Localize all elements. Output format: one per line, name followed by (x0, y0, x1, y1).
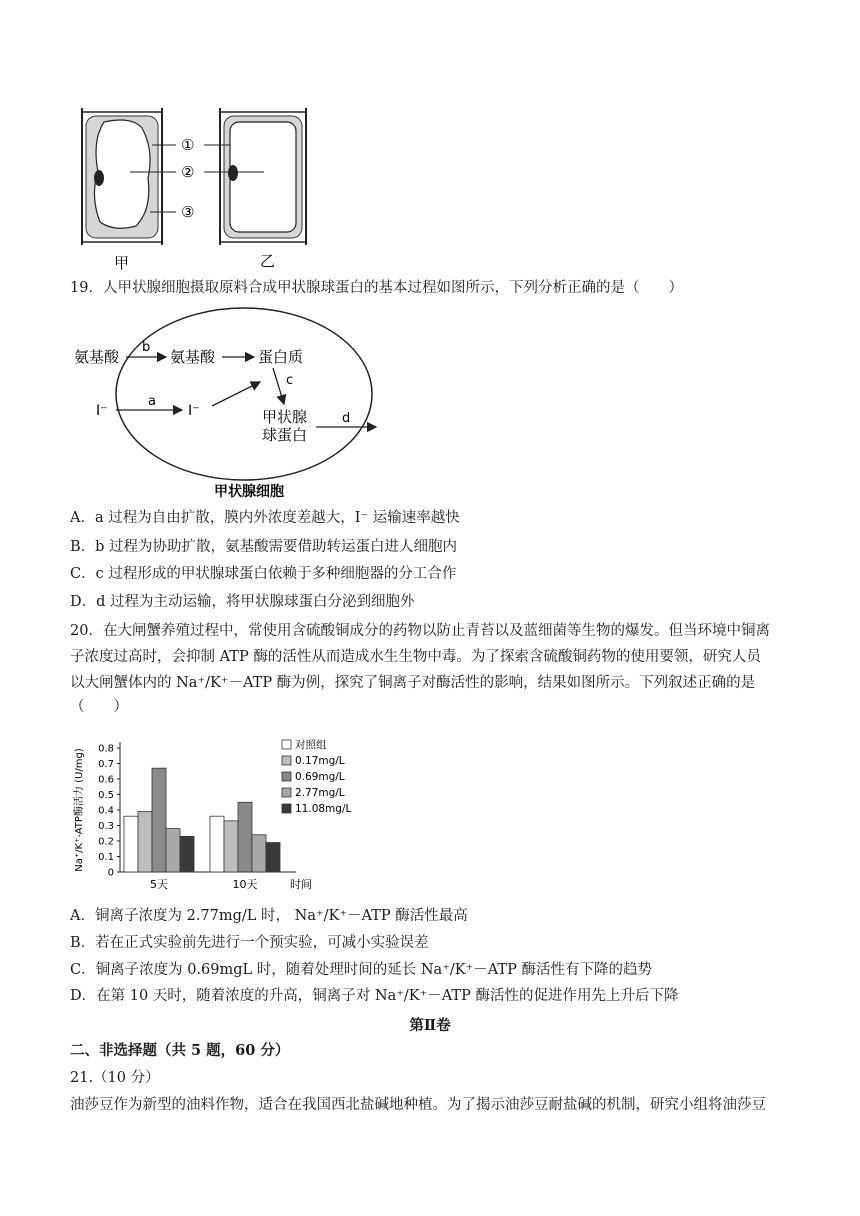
nucleus (228, 165, 238, 181)
question-20-stem-line1: 20．在大闸蟹养殖过程中，常使用含硫酸铜成分的药物以防止青苔以及蓝细菌等生物的爆发。但当环境中铜离 (70, 623, 770, 639)
diagram-caption: 甲状腺细胞 (214, 484, 284, 500)
thyroid-cell-diagram (70, 302, 390, 502)
question-20-option-c: C．铜离子浓度为 0.69mgL 时，随着处理时间的延长 Na⁺/K⁺－ATP 酶活性有下降的趋势 (70, 962, 652, 978)
question-20-stem-line2: 子浓度过高时，会抑制 ATP 酶的活性从而造成水生生物中毒。为了探索含硫酸铜药物的使用要领，研究人员 (70, 649, 761, 665)
label-c: c (286, 373, 294, 388)
question-19-option-a: A．a 过程为自由扩散，膜内外浓度差越大，I⁻ 运输速率越快 (70, 510, 460, 526)
y-tick-label: 0.5 (98, 790, 114, 801)
y-tick-label: 0 (107, 867, 114, 879)
label-3: ③ (181, 203, 195, 221)
legend-swatch (282, 788, 291, 797)
legend-entry: 对照组 (295, 739, 327, 751)
amino-acid-inside: 氨基酸 (170, 348, 216, 366)
y-tick-label: 0.7 (98, 759, 114, 770)
legend-swatch (282, 772, 291, 781)
y-axis-label: Na⁺/K⁺-ATP酶活力 (U/mg) (74, 748, 85, 872)
cell-yi (220, 108, 306, 245)
question-20-option-b: B．若在正式实验前先进行一个预实验，可减小实验误差 (70, 935, 429, 951)
question-19-stem: 19．人甲状腺细胞摄取原料合成甲状腺球蛋白的基本过程如图所示，下列分析正确的是（ ） (70, 280, 683, 296)
x-tick-label: 10天 (232, 878, 258, 891)
legend-entry: 11.08mg/L (295, 803, 352, 815)
volume-title: 第Ⅱ卷 (409, 1017, 451, 1034)
bar (238, 802, 252, 872)
legend-swatch (282, 740, 291, 749)
label-a: a (148, 394, 156, 409)
part-title: 二、非选择题（共 5 题，60 分） (70, 1042, 290, 1059)
iodide-inside: I⁻ (188, 403, 200, 419)
bar (124, 816, 138, 872)
thyroglobulin-line2: 球蛋白 (262, 426, 308, 444)
bar (210, 816, 224, 872)
question-19-option-c: C．c 过程形成的甲状腺球蛋白依赖于多种细胞器的分工合作 (70, 566, 457, 582)
bar (152, 768, 166, 872)
y-tick-label: 0.1 (98, 852, 114, 863)
x-tick-label: 5天 (150, 878, 168, 891)
question-20-stem-line3: 以大闸蟹体内的 Na⁺/K⁺－ATP 酶为例，探究了铜离子对酶活性的影响，结果如图所示。下列叙述正确的是 (70, 675, 756, 691)
y-tick-label: 0.8 (98, 743, 114, 755)
label-b: b (142, 340, 151, 355)
y-tick-label: 0.2 (98, 836, 114, 848)
label-2: ② (181, 163, 195, 181)
cell-plasmolysis-figure (70, 100, 330, 275)
legend-entry: 0.17mg/L (295, 755, 345, 767)
cell-label-yi: 乙 (260, 252, 276, 270)
bar (224, 821, 238, 872)
thyroglobulin-line1: 甲状腺 (262, 408, 308, 426)
question-19-option-b: B．b 过程为协助扩散，氨基酸需要借助转运蛋白进人细胞内 (70, 539, 458, 555)
question-20-option-d: D．在第 10 天时，随着浓度的升高，铜离子对 Na⁺/K⁺－ATP 酶活性的促进作用先上升后下降 (70, 988, 679, 1004)
cell-label-jia: 甲 (114, 254, 130, 272)
protein: 蛋白质 (258, 348, 304, 366)
enzyme-activity-chart (70, 726, 390, 896)
bar (252, 835, 266, 872)
question-21-header: 21.（10 分） (70, 1070, 160, 1086)
legend-entry: 2.77mg/L (295, 787, 345, 799)
bar (138, 812, 152, 872)
question-20-stem-line4: （ ） (70, 699, 128, 715)
y-tick-label: 0.4 (98, 805, 114, 817)
label-1: ① (181, 136, 195, 154)
y-tick-label: 0.6 (98, 774, 114, 786)
question-19-option-d: D．d 过程为主动运输，将甲状腺球蛋白分泌到细胞外 (70, 594, 415, 610)
question-20-option-a: A．铜离子浓度为 2.77mg/L 时， Na⁺/K⁺－ATP 酶活性最高 (70, 908, 468, 924)
bar (180, 836, 194, 872)
nucleus (94, 170, 104, 186)
legend-swatch (282, 756, 291, 765)
label-d: d (342, 411, 351, 426)
iodide-outside: I⁻ (96, 403, 108, 419)
legend-swatch (282, 804, 291, 813)
bar (266, 843, 280, 872)
legend-entry: 0.69mg/L (295, 771, 345, 783)
bar (166, 829, 180, 872)
cell-jia (82, 108, 162, 245)
x-axis-label: 时间 (290, 878, 312, 891)
question-21-line1: 油莎豆作为新型的油料作物，适合在我国西北盐碱地种植。为了揭示油莎豆耐盐碱的机制，研究小组将油莎豆 (70, 1097, 766, 1113)
amino-acid-outside: 氨基酸 (74, 348, 120, 366)
y-tick-label: 0.3 (98, 821, 114, 832)
